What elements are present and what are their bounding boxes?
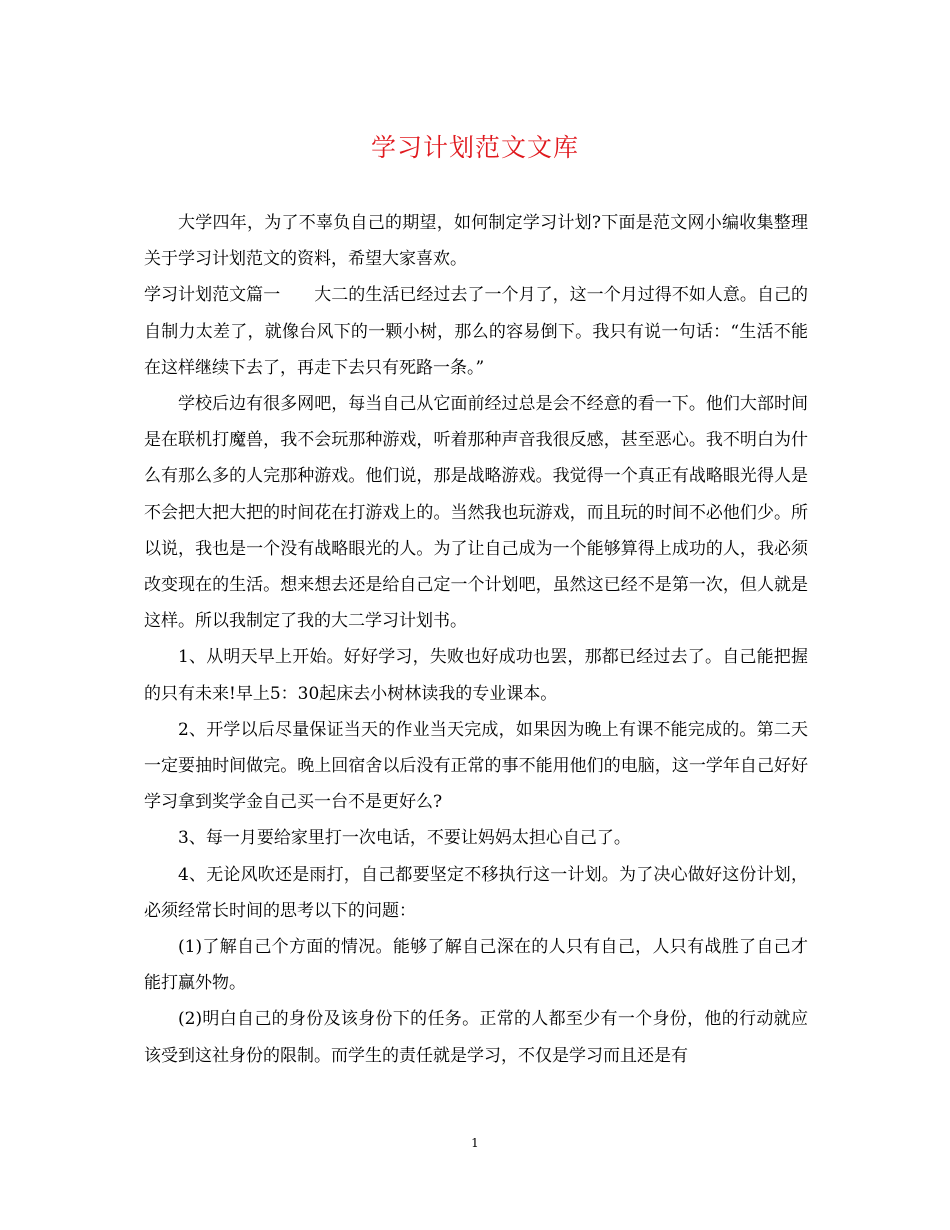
section-paragraph [144,277,808,386]
plan-item-1: 1、从明天早上开始。好好学习，失败也好成功也罢，那都已经过去了。自己能把握的只有未来!早上5：30起床去小树林读我的专业课本。 [144,647,808,704]
page-number: 1 [471,1136,479,1150]
sub-item-1: (1)了解自己个方面的情况。能够了解自己深在的人只有自己，人只有战胜了自己才能打赢外物。 [144,937,808,994]
sub-item-2: (2)明白自己的身份及该身份下的任务。正常的人都至少有一个身份，他的行动就应该受到这社身份的限制。而学生的责任就是学习，不仅是学习而且还是有 [144,1009,808,1066]
plan-item-4: 4、无论风吹还是雨打，自己都要坚定不移执行这一计划。为了决心做好这份计划，必须经常长时间的思考以下的问题： [144,864,808,921]
page-title: 学习计划范文文库 [370,133,579,162]
plan-item-3: 3、每一月要给家里打一次电话，不要让妈妈太担心自己了。 [178,828,631,849]
body-paragraph: 学校后边有很多网吧，每当自己从它面前经过总是会不经意的看一下。他们大部时间是在联机打魔兽，我不会玩那种游戏，听着那种声音我很反感，甚至恶心。我不明白为什么有那么多的人完那种游戏。他们说，那是战略游戏。我觉得一个真正有战略眼光得人是不会把大把大把的时间花在打游戏上的。当然我也玩游戏，而且玩的时间不必他们少。所以说，我也是一个没有战略眼光的人。为了让自己成为一个能够算得上成功的人，我必须改变现在的生活。想来想去还是给自己定一个计划吧，虽然这已经不是第一次，但人就是这样。所以我制定了我的大二学习计划书。 [144,394,808,632]
section-heading: 学习计划范文篇一 [144,285,281,306]
plan-item-2: 2、开学以后尽量保证当天的作业当天完成，如果因为晚上有课不能完成的。第二天一定要抽时间做完。晚上回宿舍以后没有正常的事不能用他们的电脑，这一学年自己好好学习拿到奖学金自己买一台不是更好么? [144,719,808,813]
section-first-paragraph: 大二的生活已经过去了一个月了，这一个月过得不如人意。自己的自制力太差了，就像台风下的一颗小树，那么的容易倒下。我只有说一句话：“生活不能在这样继续下去了，再走下去只有死路一条。” [144,285,809,378]
intro-paragraph: 大学四年，为了不辜负自己的期望，如何制定学习计划?下面是范文网小编收集整理关于学习计划范文的资料，希望大家喜欢。 [144,213,808,270]
document-body [144,205,808,1074]
